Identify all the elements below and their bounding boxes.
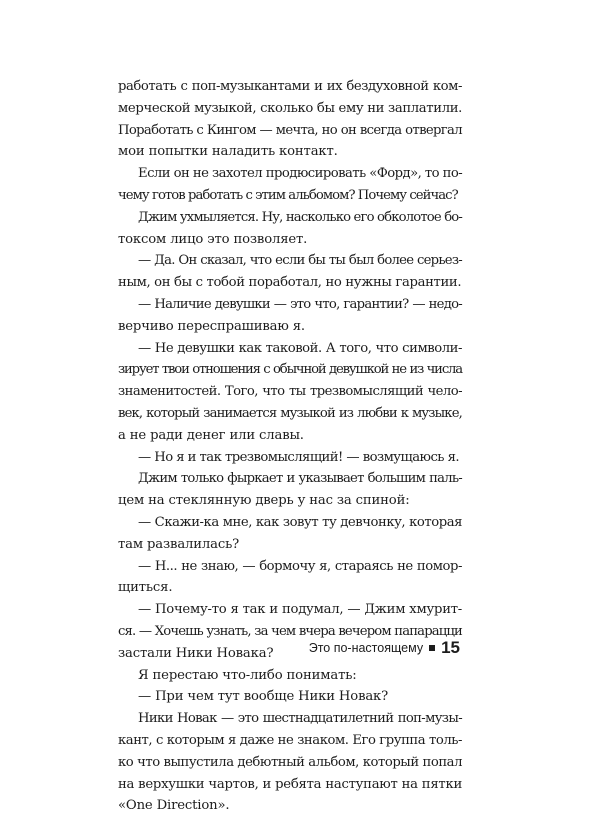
text-line: там развалилась? [118,536,240,552]
running-title: Это по-настоящему [308,641,424,655]
text-line: — Н... не знаю, — бормочу я, стараясь не помор- [138,558,462,574]
text-line: — Да. Он сказал, что если бы ты был более серьез- [138,253,462,269]
text-line: Ники Новак — это шестнадцатилетний поп-музы- [138,711,462,727]
text-line: зирует твои отношения с обычной девушкой не из числа [118,362,462,378]
text-line: век, который занимается музыкой из любви к музыке, [118,405,462,421]
text-line: — При чем тут вообще Ники Новак? [138,689,389,705]
square-bullet-icon [429,645,435,651]
text-line: Если он не захотел продюсировать «Форд», то по- [138,166,463,182]
text-line: Джим только фыркает и указывает большим паль- [138,471,462,487]
text-line: — Скажи-ка мне, как зовут ту девчонку, которая [138,514,462,530]
text-line: знаменитостей. Того, что ты трезвомыслящий чело- [118,384,462,400]
text-line: на верхушки чартов, и ребята наступают на пятки [118,776,462,792]
text-line: — Но я и так трезвомыслящий! — возмущаюсь я. [138,449,459,465]
text-line: кант, с которым я даже не знаком. Его группа толь- [118,732,462,748]
text-line: ся. — Хочешь узнать, за чем вчера вечером папарацци [118,623,462,639]
page-footer [309,638,460,658]
text-line: работать с поп-музыкантами и их бездуховной ком- [118,79,462,94]
text-line: чему готов работать с этим альбомом? Почему сейчас? [118,187,458,203]
text-line: ным, он бы с тобой поработал, но нужны гарантии. [118,275,462,291]
text-line: а не ради денег или славы. [118,427,304,443]
text-line: щиться. [118,580,173,596]
text-line: Джим ухмыляется. Ну, насколько его обколотое бо- [138,209,462,225]
text-line: застали Ники Новака? [118,645,274,661]
page-number: 15 [441,638,460,657]
text-line: «One Direction». [118,798,230,814]
text-line: мерческой музыкой, сколько бы ему ни заплатили. [118,100,462,116]
text-line: Я перестаю что-либо понимать: [138,667,357,683]
text-line: мои попытки наладить контакт. [118,144,338,160]
text-line: ко что выпустила дебютный альбом, который попал [118,754,462,770]
text-line: Поработать с Кингом — мечта, но он всегда отвергал [118,122,462,138]
body-text [118,76,462,817]
text-line: — Не девушки как таковой. А того, что символи- [138,340,462,356]
text-line: токсом лицо это позволяет. [118,231,308,247]
text-line: верчиво переспрашиваю я. [118,318,305,334]
text-line: — Почему-то я так и подумал, — Джим хмурит- [138,602,462,618]
text-line: — Наличие девушки — это что, гарантии? — недо- [138,296,462,312]
text-line: цем на стеклянную дверь у нас за спиной: [118,493,410,509]
